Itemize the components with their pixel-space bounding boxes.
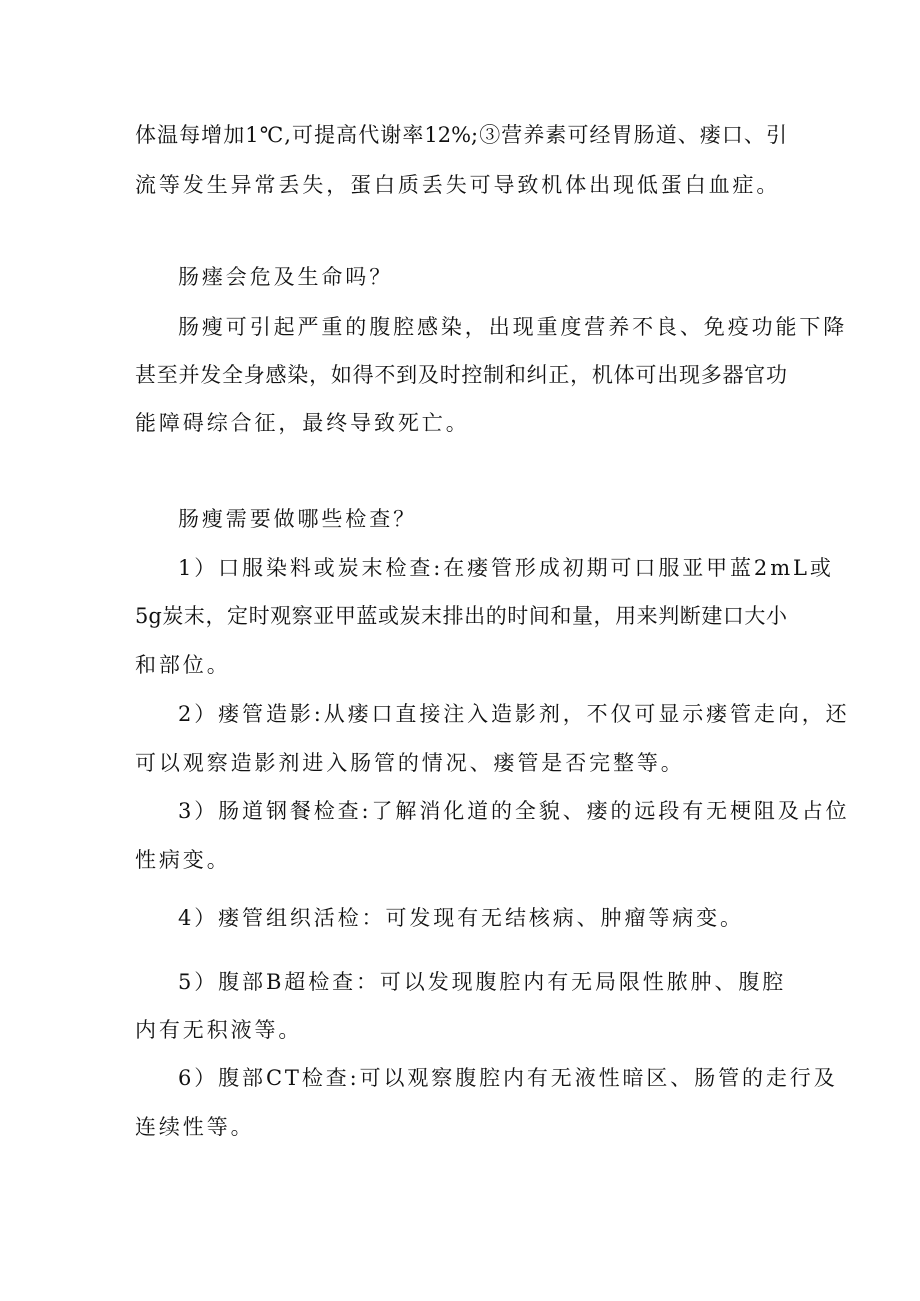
- paragraph-line: 体温每增加1℃,可提高代谢率12%;③营养素可经胃肠道、瘘口、引: [135, 123, 787, 147]
- list-item-line: 1）口服染料或炭末检查:在瘘管形成初期可口服亚甲蓝2mL或: [178, 556, 834, 580]
- question-heading: 肠瘗会危及生命吗？: [178, 265, 394, 289]
- list-item-line: 可以观察造影剂进入肠管的情况、瘘管是否完整等。: [135, 751, 685, 775]
- paragraph-line: 甚至并发全身感染，如得不到及时控制和纠正，机体可出现多器官功: [135, 363, 787, 387]
- list-item-line: 2）瘘管造影:从瘘口直接注入造影剂，不仅可显示瘘管走向，还: [178, 702, 850, 726]
- paragraph-line: 肠瘦可引起严重的腹腔感染，出现重度营养不良、免疫功能下降: [178, 315, 848, 339]
- list-item-line: 3）肠道钢餐检查:了解消化道的全貌、瘘的远段有无梗阻及占位: [178, 799, 850, 823]
- list-item-line: 性病变。: [135, 848, 231, 872]
- list-item-line: 5g炭末，定时观察亚甲蓝或炭末排出的时间和量，用来判断建口大小: [135, 604, 787, 628]
- list-item-line: 6）腹部CT检查:可以观察腹腔内有无液性暗区、肠管的走行及: [178, 1066, 838, 1090]
- list-item-line: 内有无积液等。: [135, 1018, 303, 1042]
- list-item-line: 和部位。: [135, 653, 231, 677]
- list-item-line: 4）瘘管组织活检：可发现有无结核病、肿瘤等病变。: [178, 906, 744, 930]
- paragraph-line: 流等发生异常丢失，蛋白质丢失可导致机体出现低蛋白血症。: [135, 173, 781, 197]
- question-heading: 肠瘦需要做哪些检查？: [178, 507, 417, 531]
- list-item-line: 连续性等。: [135, 1115, 255, 1139]
- paragraph-line: 能障碍综合征，最终导致死亡。: [135, 411, 470, 435]
- list-item-line: 5）腹部B超检查：可以发现腹腔内有无局限性脓肿、腹腔: [178, 970, 787, 994]
